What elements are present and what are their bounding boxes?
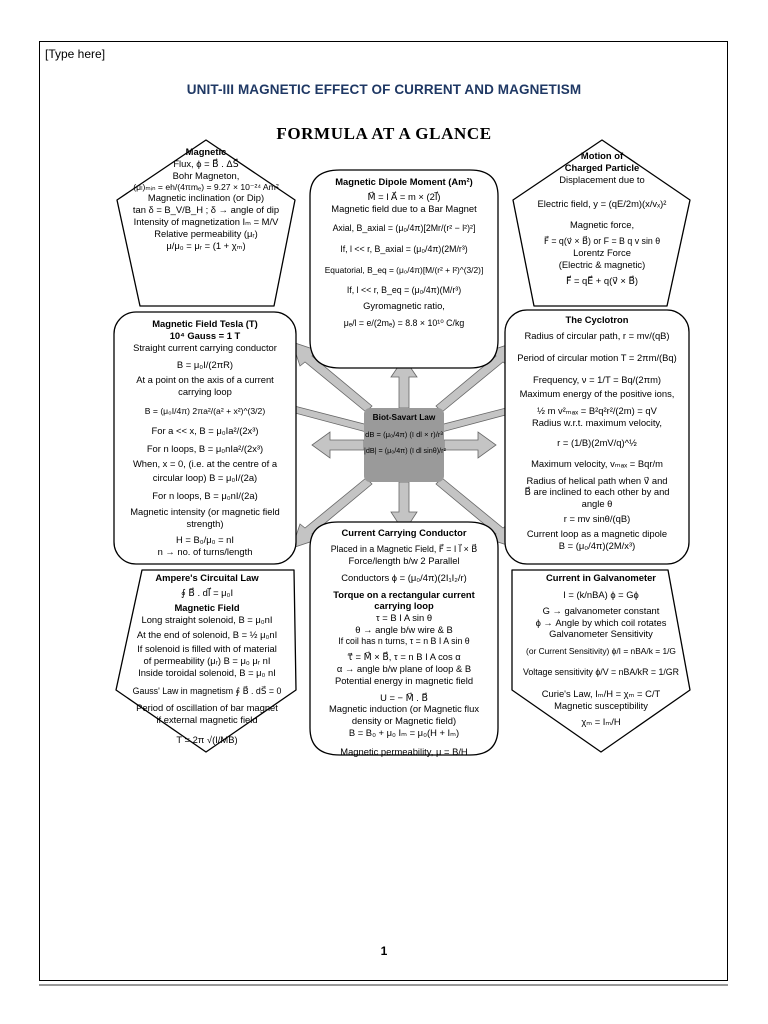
ampere-line: If solenoid is filled with of material [137, 643, 277, 655]
tesla-line: When, x = 0, (i.e. at the centre of a [132, 457, 278, 469]
cyclotron-line: Radius of circular path, r = mv/(qB) [524, 329, 670, 341]
conductor-heading: Current Carrying Conductor [341, 527, 467, 538]
tesla-line: strength) [186, 517, 224, 529]
ampere-line: T = 2π √(I/MB) [176, 733, 238, 745]
cyclotron-line: B = (μ₀/4π)(2M/x³) [558, 539, 636, 551]
conductor-line: θ → angle b/w wire & B [355, 624, 453, 636]
arrow-right [444, 432, 496, 458]
conductor-panel [311, 527, 497, 758]
tesla-line: B = μ₀I/(2πR) [176, 358, 234, 370]
dipole-line: M⃗ = I A⃗ = m × (2l⃗) [367, 190, 441, 202]
tesla-heading-1: Magnetic Field Tesla (T) [152, 318, 258, 329]
tesla-line: At a point on the axis of a current [136, 374, 274, 386]
galvanometer-line: (or Current Sensitivity) ϕ/I = nBA/k = 1/G [526, 646, 676, 657]
galvanometer-line: Galvanometer Sensitivity [549, 628, 653, 640]
motion-line: F⃗ = qE⃗ + q(v⃗ × B⃗) [565, 274, 639, 286]
cyclotron-line: Radius w.r.t. maximum velocity, [531, 417, 663, 429]
motion-heading-1: Motion of [580, 150, 624, 161]
galvanometer-heading: Current in Galvanometer [546, 572, 656, 583]
ampere-line: At the end of solenoid, B = ½ μ₀nI [136, 629, 278, 641]
cyclotron-heading: The Cyclotron [565, 314, 629, 325]
magnetic-line: Bohr Magneton, [172, 169, 240, 181]
ampere-heading: Ampere's Circuital Law [155, 572, 259, 583]
cyclotron-line: r = mv sinθ/(qB) [563, 513, 631, 525]
dipole-panel [311, 176, 497, 329]
cyclotron-line: r = (1/B)(2mV/q)^½ [557, 436, 637, 448]
tesla-line: Magnetic intensity (or magnetic field [130, 506, 280, 518]
conductor-subheading-1: Torque on a rectangular current [333, 588, 475, 600]
cyclotron-line: B⃗ are inclined to each other by and [524, 486, 670, 498]
ampere-line: Period of oscillation of bar magnet [136, 701, 278, 713]
ampere-line: if external magnetic field [156, 713, 258, 725]
magnetic-line: Relative permeability (μᵣ) [154, 227, 258, 239]
galvanometer-line: Curie's Law, Iₘ/H = χₘ = C/T [541, 687, 661, 699]
figure-title: FORMULA AT A GLANCE [276, 124, 492, 143]
magnetic-line: Magnetic inclination (or Dip) [147, 192, 265, 204]
magnetic-heading: Magnetic [185, 146, 227, 157]
tesla-line: n → no. of turns/length [157, 545, 253, 557]
conductor-line: density or Magnetic field) [351, 715, 457, 727]
tesla-heading-2: 10⁴ Gauss = 1 T [169, 329, 241, 341]
ampere-line: ∮ B⃗ . dl⃗ = μ₀I [180, 586, 234, 598]
cyclotron-line: Radius of helical path when v⃗ and [526, 474, 668, 486]
magnetic-line: tan δ = B_V/B_H ; δ → angle of dip [132, 204, 280, 216]
tesla-line: Straight current carrying conductor [133, 341, 277, 353]
page-number: 1 [380, 944, 388, 958]
conductor-line: Conductors ϕ = (μ₀/4π)(2I₁I₂/r) [341, 571, 467, 583]
cyclotron-line: Frequency, ν = 1/T = Bq/(2πm) [532, 373, 662, 385]
tesla-line: carrying loop [178, 386, 232, 398]
galvanometer-line: ϕ → Angle by which coil rotates [535, 616, 667, 628]
tesla-line: For a << x, B = μ₀Ia²/(2x³) [151, 424, 259, 436]
dipole-line: Axial, B_axial = (μ₀/4π)[2Mr/(r² − l²)²] [332, 222, 476, 233]
arrow-left [312, 432, 364, 458]
biot-savart-box [364, 408, 444, 482]
motion-line: F⃗ = q(v⃗ × B⃗) or F = B q v sin θ [543, 236, 661, 247]
dipole-line: If, l << r, B_axial = (μ₀/4π)(2M/r³) [340, 243, 468, 254]
galvanometer-line: Voltage sensitivity ϕ/V = nBA/kR = 1/GR [522, 666, 679, 677]
cyclotron-line: Period of circular motion T = 2πm/(Bq) [517, 351, 677, 363]
dipole-line: Gyromagnetic ratio, [363, 300, 445, 312]
dipole-line: Magnetic field due to a Bar Magnet [331, 202, 477, 214]
tesla-line: For n loops, B = μ₀nI/(2a) [152, 490, 258, 502]
unit-title: UNIT-III MAGNETIC EFFECT OF CURRENT AND MAGNETISM [186, 82, 582, 97]
conductor-line: Magnetic permeability, μ = B/H [340, 745, 468, 757]
ampere-line: Inside toroidal solenoid, B = μ₀ nI [138, 666, 276, 678]
tesla-line: B = (μ₀I/4π) 2πa²/(a² + x²)^(3/2) [144, 406, 266, 417]
header-placeholder[interactable]: [Type here] [45, 47, 106, 61]
cyclotron-line: Maximum velocity, vₘₐₓ = Bqr/m [531, 457, 663, 469]
magnetic-line: (μₗ)ₘᵢₙ = eh/(4πmₑ) = 9.27 × 10⁻²⁴ Am² [133, 181, 279, 192]
motion-line: Electric field, y = (qE/2m)(x/vₓ)² [537, 197, 667, 209]
conductor-line: Magnetic induction (or Magnetic flux [328, 703, 480, 715]
conductor-subheading-2: carrying loop [374, 600, 434, 612]
dipole-line: If, l << r, B_eq = (μ₀/4π)(M/r³) [346, 285, 462, 296]
conductor-line: α → angle b/w plane of loop & B [336, 662, 472, 674]
magnetic-line: Intensity of magnetization Iₘ = M/V [133, 216, 279, 228]
galvanometer-line: Magnetic susceptibility [554, 699, 648, 711]
ampere-panel [118, 572, 296, 745]
biot-savart-formula-1: dB = (μ₀/4π) (I dl × r)/r³ [365, 430, 443, 440]
conductor-line: If coil has n turns, τ = n B I A sin θ [338, 635, 470, 646]
galvanometer-line: G → galvanometer constant [542, 604, 660, 616]
magnetic-line: μ/μ₀ = μᵣ = (1 + χₘ) [166, 239, 246, 251]
cyclotron-line: angle θ [581, 498, 613, 510]
dipole-line: μₑ/l = e/(2mₑ) = 8.8 × 10¹⁰ C/kg [343, 318, 465, 329]
conductor-line: Placed in a Magnetic Field, F⃗ = I l⃗ × B⃗ [330, 543, 478, 554]
cyclotron-line: Current loop as a magnetic dipole [526, 527, 668, 539]
galvanometer-line: χₘ = Iₘ/H [581, 715, 621, 727]
motion-line: Magnetic force, [569, 219, 635, 231]
ampere-line: Long straight solenoid, B = μ₀nI [141, 613, 273, 625]
motion-panel [512, 150, 692, 287]
ampere-line: Gauss' Law in magnetism ∮ B⃗ . dS⃗ = 0 [132, 685, 282, 696]
ampere-subheading: Magnetic Field [174, 601, 240, 613]
ampere-line: of permeability (μᵣ) B = μ₀ μᵣ nI [143, 655, 271, 667]
galvanometer-line: I = (k/nBA) ϕ = Gϕ [563, 588, 639, 600]
magnetic-line: Flux, ϕ = B⃗ . ΔS⃗ [173, 157, 239, 169]
cyclotron-line: Maximum energy of the positive ions, [519, 388, 675, 400]
dipole-line: Equatorial, B_eq = (μ₀/4π)[M/(r² + l²)^(3/2)] [324, 264, 484, 275]
motion-line: Lorentz Force [573, 247, 631, 259]
tesla-line: For n loops, B = μ₀nIa²/(2x³) [146, 442, 264, 454]
motion-line: (Electric & magnetic) [558, 259, 646, 271]
tesla-line: H = B₀/μ₀ = nI [176, 533, 234, 545]
tesla-panel [116, 318, 294, 557]
conductor-line: Force/length b/w 2 Parallel [348, 554, 460, 566]
footer-rule [39, 984, 728, 986]
magnetic-panel [118, 146, 294, 252]
conductor-line: Potential energy in magnetic field [334, 674, 474, 686]
motion-line: Displacement due to [559, 173, 645, 185]
tesla-line: circular loop) B = μ₀I/(2a) [152, 472, 258, 484]
biot-savart-heading: Biot-Savart Law [372, 412, 436, 422]
conductor-line: U = − M⃗ . B⃗ [380, 691, 428, 703]
cyclotron-line: ½ m v²ₘₐₓ = B²q²r²/(2m) = qV [537, 405, 657, 417]
conductor-line: τ = B I A sin θ [375, 612, 433, 624]
galvanometer-panel [512, 572, 690, 727]
conductor-line: B = B₀ + μ₀ Iₘ = μ₀(H + Iₘ) [348, 727, 460, 739]
cyclotron-panel [507, 314, 687, 552]
motion-heading-2: Charged Particle [564, 161, 640, 173]
dipole-heading: Magnetic Dipole Moment (Am²) [335, 176, 473, 187]
biot-savart-formula-2: |dB| = (μ₀/4π) (I dl sinθ)/r² [364, 446, 446, 456]
conductor-line: τ⃗ = M⃗ × B⃗, τ = n B I A cos α [347, 651, 461, 663]
